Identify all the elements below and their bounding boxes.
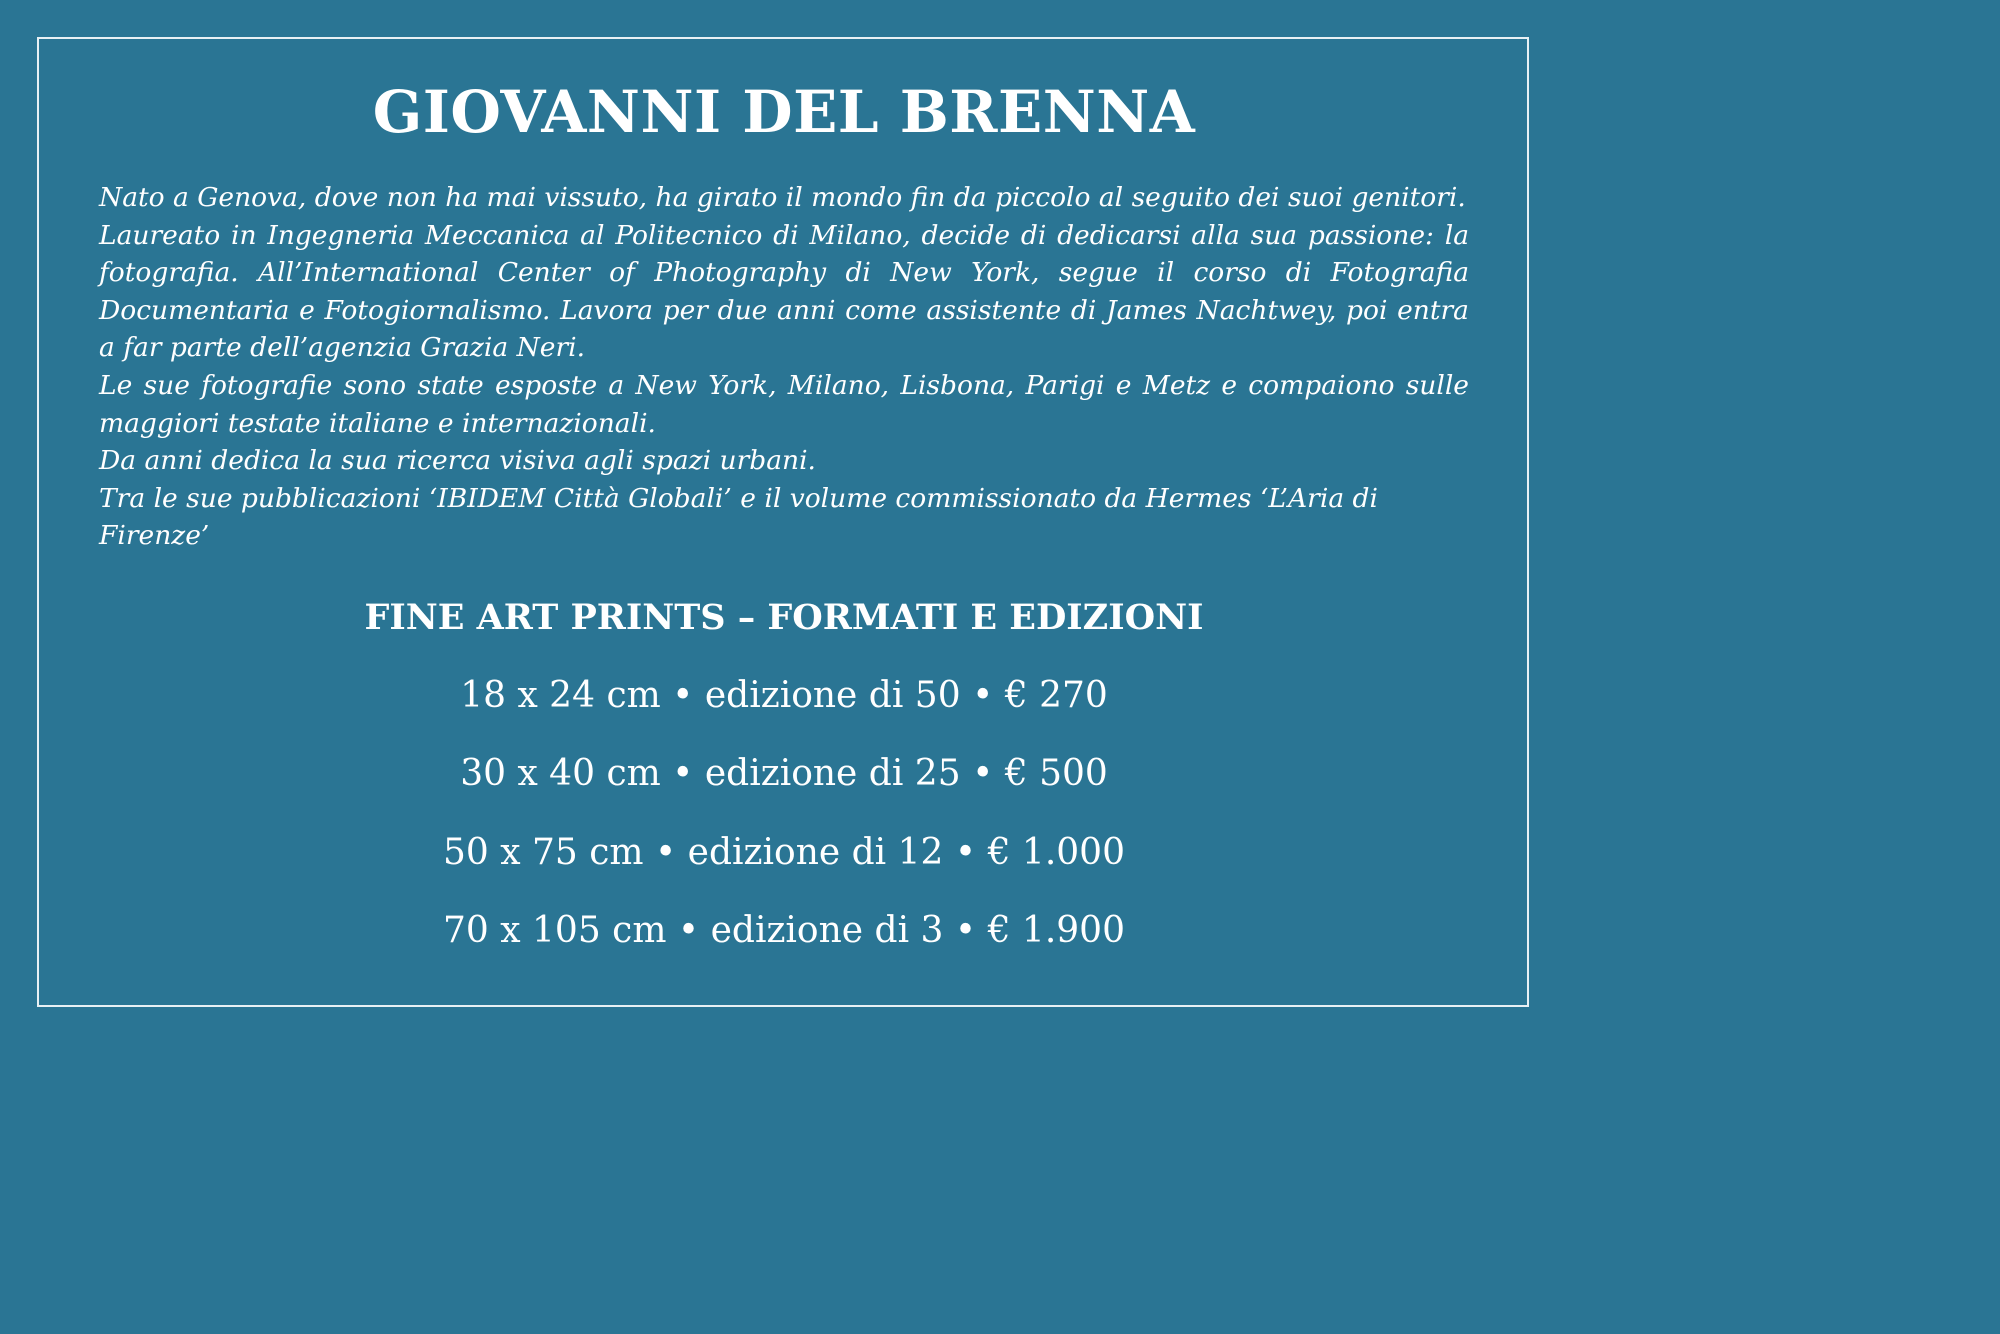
artist-bio	[99, 179, 1469, 555]
bio-paragraph: Nato a Genova, dove non ha mai vissuto, ha girato il mondo fin da piccolo al seguito dei suoi genitori.	[99, 182, 1466, 213]
artist-name: GIOVANNI DEL BRENNA	[372, 78, 1196, 146]
bio-paragraph: Tra le sue pubblicazioni ‘IBIDEM Città Globali’ e il volume commissionato da Hermes ‘L’Aria di Firenze’	[99, 482, 1378, 552]
prints-heading: FINE ART PRINTS – FORMATI E EDIZIONI	[364, 597, 1204, 638]
editions-list	[0, 668, 1568, 981]
bio-paragraph: Le sue fotografie sono state esposte a New York, Milano, Lisbona, Parigi e Metz e compaiono sulle maggiori testate italiane e internazionali.	[99, 369, 1469, 439]
bio-paragraph: Laureato in Ingegneria Meccanica al Politecnico di Milano, decide di dedicarsi alla sua passione: la fotografia. All’International Center of Photography di New York, segue il corso di Fotografia Documentaria e Fotogiornalismo. Lavora per due anni come assistente di James Nachtwey, poi entra a far parte dell’agenzia Grazia Neri.	[99, 219, 1469, 364]
edition-item: 30 x 40 cm • edizione di 25 • € 500	[460, 753, 1108, 795]
edition-item: 18 x 24 cm • edizione di 50 • € 270	[460, 675, 1108, 716]
edition-item: 50 x 75 cm • edizione di 12 • € 1.000	[443, 831, 1125, 873]
edition-item: 70 x 105 cm • edizione di 3 • € 1.900	[443, 909, 1125, 951]
bio-paragraph: Da anni dedica la sua ricerca visiva agli spazi urbani.	[99, 445, 816, 477]
